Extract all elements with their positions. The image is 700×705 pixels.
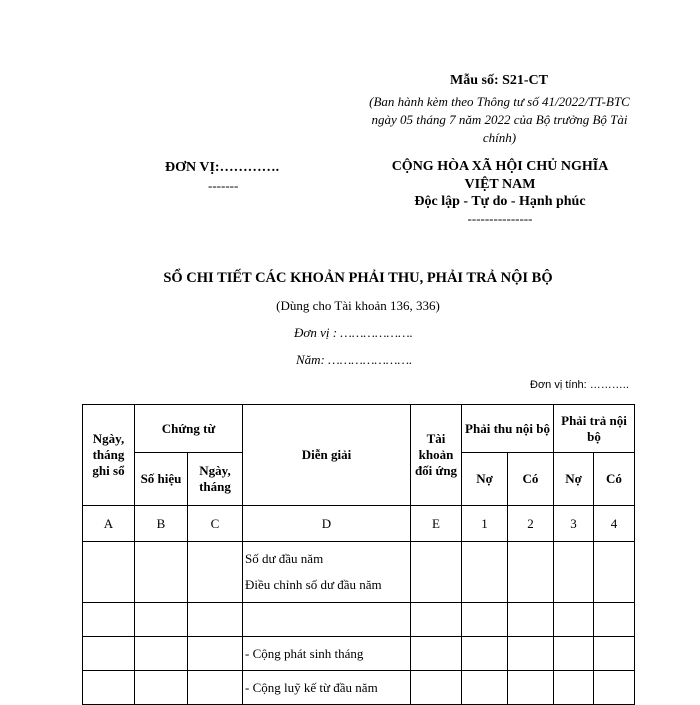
table-cell [135,603,188,637]
field-unit: Đơn vị : ………………. [294,325,413,340]
table-row [83,637,635,671]
table-cell [594,603,635,637]
column-code: B [135,506,188,542]
column-code: D [243,506,411,542]
table-row [83,671,635,705]
table-cell [188,603,243,637]
opening-adjustment-label: Điều chỉnh số dư đầu năm [245,577,382,592]
column-code: 1 [462,506,508,542]
table-cell [188,637,243,671]
header-account: Tài khoản đối ứng [411,405,462,506]
table-cell [508,542,554,603]
header-voucher-date: Ngày, tháng [188,453,243,506]
table-cell [508,603,554,637]
header-date: Ngày, tháng ghi sổ [83,405,135,506]
header-payable-debit: Nợ [554,453,594,506]
table-cell [462,603,508,637]
table-cell [594,542,635,603]
header-payable: Phải trả nội bộ [554,405,635,453]
table-cell [594,671,635,705]
table-cell [188,542,243,603]
opening-balance-label: Số dư đầu năm [245,551,324,566]
table-cell [554,542,594,603]
form-reference: (Ban hành kèm theo Thông tư số 41/2022/TT-BTC ngày 05 tháng 7 năm 2022 của Bộ trưởng Bộ Tài chính) [369,94,630,145]
form-code: Mẫu số: S21-CT [450,73,549,88]
nation-motto: Độc lập - Tự do - Hạnh phúc [414,194,586,209]
table-cell [135,637,188,671]
table-row [83,542,635,603]
header-receivable-credit: Có [508,453,554,506]
table-cell [411,637,462,671]
table-cell [135,542,188,603]
table-cell [508,671,554,705]
column-code: 4 [594,506,635,542]
table-cell [188,671,243,705]
table-cell [135,671,188,705]
table-cell [83,603,135,637]
calculation-unit: Đơn vị tính: ……….. [530,379,629,391]
header-receivable: Phải thu nội bộ [462,405,554,453]
table-cell [243,603,411,637]
header-voucher-number: Số hiệu [135,453,188,506]
table-row [83,603,635,637]
table-cell [411,542,462,603]
nation-name: CỘNG HÒA XÃ HỘI CHỦ NGHĨA VIỆT NAM [391,159,609,192]
table-cell [462,637,508,671]
column-code: 2 [508,506,554,542]
unit-divider: ------- [208,178,239,193]
table-cell [508,637,554,671]
column-code-row [83,506,635,542]
document-title: SỔ CHI TIẾT CÁC KHOẢN PHẢI THU, PHẢI TRẢ NỘI BỘ [163,270,553,286]
motto-divider: --------------- [467,211,533,226]
column-code: 3 [554,506,594,542]
header-payable-credit: Có [594,453,635,506]
table-cell [462,671,508,705]
document-subtitle: (Dùng cho Tài khoản 136, 336) [276,298,440,313]
month-total-label: - Cộng phát sinh tháng [243,637,411,671]
table-cell [243,542,411,603]
header-description: Diễn giải [243,405,411,506]
table-cell [554,637,594,671]
column-code: E [411,506,462,542]
table-cell [594,637,635,671]
table-cell [554,671,594,705]
ledger-table [82,404,635,705]
table-cell [554,603,594,637]
table-cell [462,542,508,603]
column-code: A [83,506,135,542]
ytd-total-label: - Cộng luỹ kế từ đầu năm [243,671,411,705]
table-cell [83,671,135,705]
table-cell [411,603,462,637]
header-receivable-debit: Nợ [462,453,508,506]
field-year: Năm: …………………. [296,352,413,367]
table-cell [411,671,462,705]
table-cell [83,637,135,671]
table-cell [83,542,135,603]
unit-label: ĐƠN VỊ:…………. [165,160,280,175]
header-voucher: Chứng từ [135,405,243,453]
column-code: C [188,506,243,542]
